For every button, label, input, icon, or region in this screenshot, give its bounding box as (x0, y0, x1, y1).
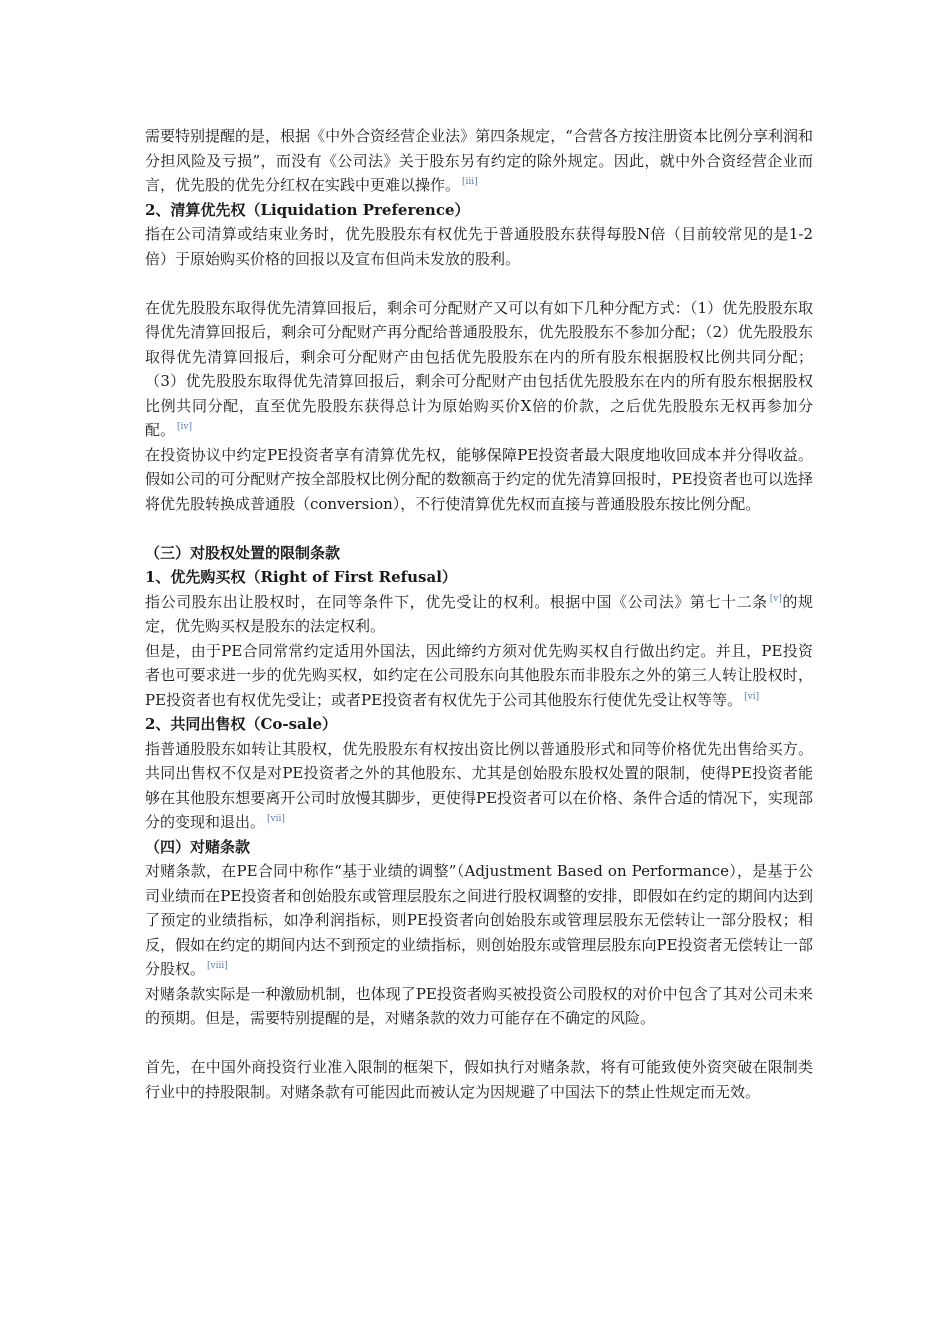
paragraph: 指公司股东出让股权时，在同等条件下，优先受让的权利。根据中国《公司法》第七十二条 [v]的规定，优先购买权是股东的法定权利。 (145, 592, 813, 635)
paragraph-gap (145, 271, 813, 296)
paragraph-gap (145, 1031, 813, 1056)
paragraph: 需要特别提醒的是，根据《中外合资经营企业法》第四条规定，“合营各方按注册资本比例分享利润和分担风险及亏损”，而没有《公司法》关于股东另有约定的除外规定。因此，就中外合资经营企业而言，优先股的优先分红权在实践中更难以操作。 [iii] (145, 127, 813, 194)
paragraph: 在优先股股东取得优先清算回报后，剩余可分配财产又可以有如下几种分配方式：（1）优先股股东取得优先清算回报后，剩余可分配财产再分配给普通股股东，优先股股东不参加分配；（2）优先股股东取得优先清算回报后，剩余可分配财产由包括优先股股东在内的所有股东根据股权比例共同分配；（3）优先股股东取得优先清算回报后，剩余可分配财产由包括优先股股东在内的所有股东根据股权比例共同分配，直至优先股股东获得总计为原始购买价X倍的价款，之后优先股股东无权再参加分配。 [iv] (145, 298, 813, 439)
footnote-ref-vii[interactable]: [vii] (267, 814, 285, 824)
section-heading: （四）对赌条款 (145, 837, 251, 856)
section-heading: 1、优先购买权（Right of First Refusal） (145, 568, 457, 586)
document-body (145, 124, 813, 1104)
paragraph: 在投资协议中约定PE投资者享有清算优先权，能够保障PE投资者最大限度地收回成本并分得收益。假如公司的可分配财产按全部股权比例分配的数额高于约定的优先清算回报时，PE投资者也可以选择将优先股转换成普通股（conversion），不行使清算优先权而直接与普通股股东按比例分配。 (145, 445, 813, 513)
footnote-ref-vi[interactable]: [vi] (744, 691, 760, 702)
paragraph: 指在公司清算或结束业务时，优先股股东有权优先于普通股股东获得每股N倍（目前较常见的是1-2倍）于原始购买价格的回报以及宣布但尚未发放的股利。 (145, 225, 813, 268)
footnote-ref-iii[interactable]: [iii] (462, 177, 478, 187)
paragraph: 指普通股股东如转让其股权，优先股股东有权按出资比例以普通股形式和同等价格优先出售给买方。共同出售权不仅是对PE投资者之外的其他股东、尤其是创始股东股权处置的限制，使得PE投资者能够在其他股东想要离开公司时放慢其脚步，更使得PE投资者可以在价格、条件合适的情况下，实现部分的变现和退出。 [vii] (145, 739, 813, 831)
section-heading: 2、清算优先权（Liquidation Preference） (145, 200, 470, 219)
footnote-ref-viii[interactable]: [viii] (207, 961, 228, 971)
section-heading: 2、共同出售权（Co-sale） (145, 715, 338, 733)
paragraph: 但是，由于PE合同常常约定适用外国法，因此缔约方须对优先购买权自行做出约定。并且，PE投资者也可要求进一步的优先购买权，如约定在公司股东向其他股东而非股东之外的第三人转让股权时，PE投资者也有权优先受让；或者PE投资者有权优先于公司其他股东行使优先受让权等等。 [vi] (145, 641, 813, 709)
footnote-ref-v[interactable]: [v] (769, 593, 782, 604)
section-heading: （三）对股权处置的限制条款 (145, 543, 341, 562)
footnote-ref-iv[interactable]: [iv] (177, 422, 193, 432)
paragraph: 首先，在中国外商投资行业准入限制的框架下，假如执行对赌条款，将有可能致使外资突破在限制类行业中的持股限制。对赌条款有可能因此而被认定为因规避了中国法下的禁止性规定而无效。 (145, 1058, 813, 1101)
paragraph-gap (145, 516, 813, 541)
paragraph: 对赌条款，在PE合同中称作“基于业绩的调整”（Adjustment Based on Performance），是基于公司业绩而在PE投资者和创始股东或管理层股东之间进行股权调整的安排，即假如在约定的期间内达到了预定的业绩指标，如净利润指标，则PE投资者向创始股东或管理层股东无偿转让一部分股权；相反，假如在约定的期间内达不到预定的业绩指标，则创始股东或管理层股东向PE投资者无偿转让一部分股权。 [viii] (145, 862, 813, 978)
paragraph: 对赌条款实际是一种激励机制，也体现了PE投资者购买被投资公司股权的对价中包含了其对公司未来的预期。但是，需要特别提醒的是，对赌条款的效力可能存在不确定的风险。 (145, 984, 813, 1027)
